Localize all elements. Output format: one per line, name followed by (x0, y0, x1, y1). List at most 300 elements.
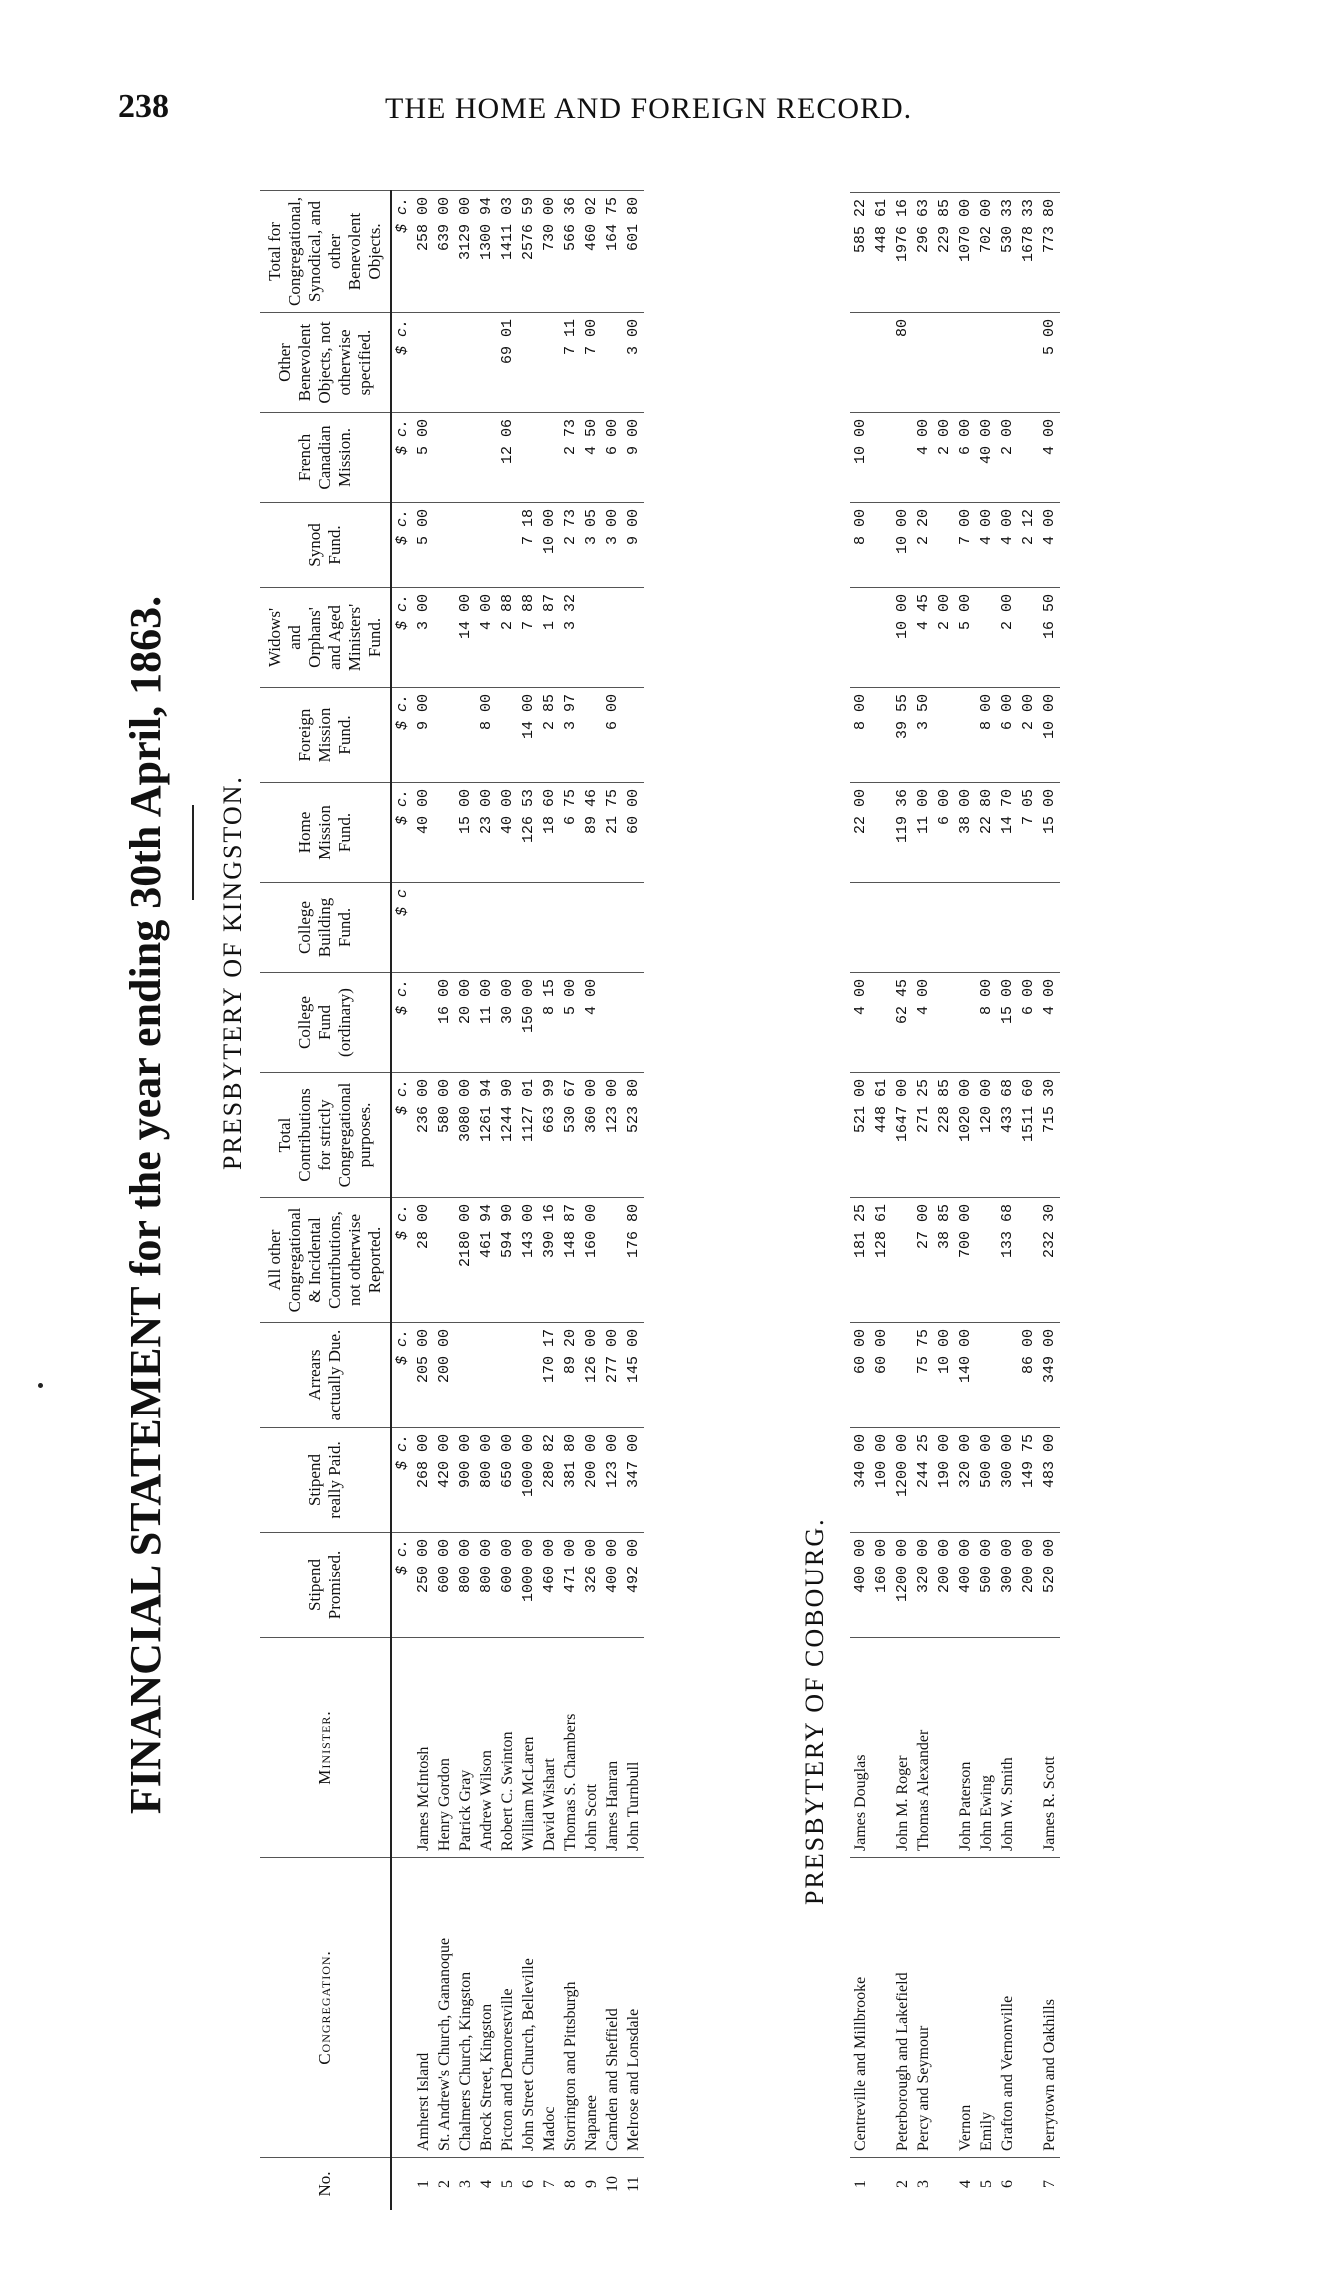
value-cell: 3080 00 (455, 1073, 476, 1198)
value-cell (955, 883, 976, 973)
congregation-cell: Brock Street, Kingston (476, 1858, 497, 2158)
value-cell (623, 688, 644, 783)
value-cell (476, 883, 497, 973)
value-cell: 4 50 (581, 413, 602, 503)
value-cell (871, 883, 892, 973)
column-header: Minister. (260, 1638, 391, 1858)
value-cell: 10 00 (892, 503, 913, 588)
column-header: Synod Fund. (260, 503, 391, 588)
units-cell: $ c. (391, 190, 413, 312)
minister-cell: Henry Gordon (434, 1638, 455, 1858)
value-cell: 123 00 (602, 1428, 623, 1533)
value-cell (871, 413, 892, 503)
congregation-cell: Picton and Demorestville (497, 1858, 518, 2158)
value-cell: 601 80 (623, 190, 644, 312)
table-row (581, 190, 602, 2210)
row-number: 11 (623, 2158, 644, 2211)
value-cell: 28 00 (413, 1198, 434, 1323)
units-cell (391, 2158, 413, 2211)
value-cell: 145 00 (623, 1323, 644, 1428)
value-cell: 2 00 (934, 588, 955, 688)
row-number (934, 2158, 955, 2211)
value-cell: 27 00 (913, 1198, 934, 1323)
value-cell: 89 46 (581, 783, 602, 883)
value-cell: 6 75 (560, 783, 581, 883)
value-cell: 2576 59 (518, 190, 539, 312)
value-cell (476, 503, 497, 588)
value-cell: 100 00 (871, 1428, 892, 1533)
value-cell: 232 30 (1039, 1198, 1060, 1323)
value-cell: 271 25 (913, 1073, 934, 1198)
units-cell: $ c. (391, 973, 413, 1073)
congregation-cell: Centreville and Millbrooke (850, 1858, 871, 2158)
value-cell: 523 80 (623, 1073, 644, 1198)
value-cell: 320 00 (955, 1428, 976, 1533)
value-cell (976, 883, 997, 973)
value-cell (1018, 588, 1039, 688)
value-cell (934, 313, 955, 413)
value-cell (892, 1323, 913, 1428)
value-cell (850, 588, 871, 688)
value-cell: 120 00 (976, 1073, 997, 1198)
congregation-cell: John Street Church, Belleville (518, 1858, 539, 2158)
value-cell: 126 00 (581, 1323, 602, 1428)
value-cell: 3 32 (560, 588, 581, 688)
value-cell (413, 883, 434, 973)
value-cell (497, 1323, 518, 1428)
row-number: 4 (955, 2158, 976, 2211)
value-cell: 11 00 (913, 783, 934, 883)
value-cell: 12 06 (497, 413, 518, 503)
value-cell: 236 00 (413, 1073, 434, 1198)
value-cell (476, 1323, 497, 1428)
value-cell: 2 00 (997, 413, 1018, 503)
value-cell: 730 00 (539, 190, 560, 312)
value-cell: 9 00 (623, 413, 644, 503)
table-row (871, 193, 892, 2211)
table-row (955, 193, 976, 2211)
row-number: 10 (602, 2158, 623, 2211)
value-cell (871, 973, 892, 1073)
row-number: 5 (976, 2158, 997, 2211)
value-cell (476, 413, 497, 503)
column-header: Congregation. (260, 1858, 391, 2158)
value-cell: 75 75 (913, 1323, 934, 1428)
value-cell: 6 00 (602, 688, 623, 783)
value-cell: 349 00 (1039, 1323, 1060, 1428)
value-cell: 5 00 (413, 413, 434, 503)
congregation-cell: Madoc (539, 1858, 560, 2158)
value-cell: 133 68 (997, 1198, 1018, 1323)
value-cell: 80 (892, 313, 913, 413)
value-cell (539, 883, 560, 973)
value-cell (581, 688, 602, 783)
value-cell (871, 313, 892, 413)
column-header: Total Contributions for strictly Congregational purposes. (260, 1073, 391, 1198)
value-cell: 8 00 (976, 688, 997, 783)
kingston-table-body (391, 190, 644, 2210)
value-cell: 8 00 (850, 688, 871, 783)
units-row (391, 190, 413, 2210)
units-cell: $ c. (391, 783, 413, 883)
value-cell: 1 87 (539, 588, 560, 688)
value-cell (602, 883, 623, 973)
value-cell: 5 00 (560, 973, 581, 1073)
units-cell: $ c. (391, 413, 413, 503)
table-row (413, 190, 434, 2210)
row-number: 2 (434, 2158, 455, 2211)
value-cell: 1511 60 (1018, 1073, 1039, 1198)
table-row (434, 190, 455, 2210)
value-cell (434, 588, 455, 688)
value-cell: 1000 00 (518, 1428, 539, 1533)
value-cell: 320 00 (913, 1533, 934, 1638)
value-cell: 7 88 (518, 588, 539, 688)
row-number: 8 (560, 2158, 581, 2211)
congregation-cell: Grafton and Vernonville (997, 1858, 1018, 2158)
congregation-cell (1018, 1858, 1039, 2158)
value-cell: 2 85 (539, 688, 560, 783)
value-cell: 471 00 (560, 1533, 581, 1638)
value-cell: 21 75 (602, 783, 623, 883)
units-cell: $ c. (391, 688, 413, 783)
value-cell: 89 20 (560, 1323, 581, 1428)
value-cell: 62 45 (892, 973, 913, 1073)
value-cell: 3 00 (413, 588, 434, 688)
value-cell: 160 00 (581, 1198, 602, 1323)
value-cell: 420 00 (434, 1428, 455, 1533)
minister-cell: Robert C. Swinton (497, 1638, 518, 1858)
value-cell: 300 00 (997, 1428, 1018, 1533)
value-cell (1018, 883, 1039, 973)
value-cell: 715 30 (1039, 1073, 1060, 1198)
units-cell: $ c. (391, 1323, 413, 1428)
value-cell: 5 00 (1039, 313, 1060, 413)
value-cell: 8 00 (850, 503, 871, 588)
value-cell (1018, 413, 1039, 503)
value-cell: 7 00 (955, 503, 976, 588)
presbytery-kingston-heading: PRESBYTERY OF KINGSTON. (218, 775, 247, 1170)
table-header-row (260, 190, 391, 2210)
value-cell: 390 16 (539, 1198, 560, 1323)
value-cell: 200 00 (1018, 1533, 1039, 1638)
minister-cell: Thomas Alexander (913, 1638, 934, 1858)
minister-cell: William McLaren (518, 1638, 539, 1858)
value-cell: 566 36 (560, 190, 581, 312)
row-number: 2 (892, 2158, 913, 2211)
value-cell: 1070 00 (955, 193, 976, 313)
value-cell: 140 00 (955, 1323, 976, 1428)
value-cell: 580 00 (434, 1073, 455, 1198)
column-header: Home Mission Fund. (260, 783, 391, 883)
congregation-cell: Vernon (955, 1858, 976, 2158)
minister-cell: Thomas S. Chambers (560, 1638, 581, 1858)
value-cell (892, 1198, 913, 1323)
value-cell (934, 883, 955, 973)
value-cell (434, 883, 455, 973)
value-cell (455, 883, 476, 973)
value-cell: 6 00 (602, 413, 623, 503)
value-cell: 639 00 (434, 190, 455, 312)
table-row (539, 190, 560, 2210)
value-cell: 15 00 (997, 973, 1018, 1073)
congregation-cell: St. Andrew's Church, Gananoque (434, 1858, 455, 2158)
value-cell: 2 73 (560, 503, 581, 588)
value-cell (871, 503, 892, 588)
value-cell: 1200 00 (892, 1428, 913, 1533)
units-cell: $ c. (391, 1533, 413, 1638)
value-cell: 40 00 (497, 783, 518, 883)
value-cell (623, 973, 644, 1073)
value-cell: 170 17 (539, 1323, 560, 1428)
value-cell: 4 00 (1039, 503, 1060, 588)
value-cell: 700 00 (955, 1198, 976, 1323)
cobourg-table (850, 192, 1060, 2210)
table-row (623, 190, 644, 2210)
row-number: 1 (850, 2158, 871, 2211)
value-cell: 381 80 (560, 1428, 581, 1533)
column-header: College Building Fund. (260, 883, 391, 973)
value-cell: 3 50 (913, 688, 934, 783)
value-cell: 4 45 (913, 588, 934, 688)
value-cell: 128 61 (871, 1198, 892, 1323)
value-cell: 60 00 (850, 1323, 871, 1428)
value-cell: 164 75 (602, 190, 623, 312)
congregation-cell: Melrose and Lonsdale (623, 1858, 644, 2158)
value-cell: 3 97 (560, 688, 581, 783)
value-cell (518, 883, 539, 973)
value-cell: 2 00 (1018, 688, 1039, 783)
value-cell: 9 00 (623, 503, 644, 588)
value-cell: 7 05 (1018, 783, 1039, 883)
value-cell: 600 00 (434, 1533, 455, 1638)
value-cell: 1647 00 (892, 1073, 913, 1198)
value-cell: 22 80 (976, 783, 997, 883)
column-header: Other Benevolent Objects, not otherwise specified. (260, 313, 391, 413)
units-cell: $ c. (391, 588, 413, 688)
value-cell: 6 00 (955, 413, 976, 503)
value-cell: 60 00 (871, 1323, 892, 1428)
congregation-cell: Chalmers Church, Kingston (455, 1858, 476, 2158)
minister-cell (934, 1638, 955, 1858)
value-cell (518, 413, 539, 503)
table-row (1039, 193, 1060, 2211)
value-cell: 400 00 (955, 1533, 976, 1638)
row-number: 7 (539, 2158, 560, 2211)
minister-cell: James McIntosh (413, 1638, 434, 1858)
rotated-page-content (100, 160, 1240, 2250)
congregation-cell: Napanee (581, 1858, 602, 2158)
value-cell: 1261 94 (476, 1073, 497, 1198)
value-cell (455, 413, 476, 503)
value-cell (434, 503, 455, 588)
minister-cell: David Wishart (539, 1638, 560, 1858)
value-cell: 277 00 (602, 1323, 623, 1428)
value-cell (518, 313, 539, 413)
value-cell: 1411 03 (497, 190, 518, 312)
value-cell: 10 00 (539, 503, 560, 588)
value-cell: 126 53 (518, 783, 539, 883)
table-row (934, 193, 955, 2211)
value-cell: 5 00 (413, 503, 434, 588)
value-cell: 30 00 (497, 973, 518, 1073)
value-cell: 60 00 (623, 783, 644, 883)
value-cell (955, 688, 976, 783)
value-cell (602, 588, 623, 688)
value-cell: 400 00 (850, 1533, 871, 1638)
value-cell: 20 00 (455, 973, 476, 1073)
value-cell: 1976 16 (892, 193, 913, 313)
value-cell (976, 1323, 997, 1428)
running-head (0, 88, 1341, 128)
value-cell (434, 688, 455, 783)
value-cell: 190 00 (934, 1428, 955, 1533)
value-cell: 8 15 (539, 973, 560, 1073)
minister-cell: Patrick Gray (455, 1638, 476, 1858)
minister-cell (871, 1638, 892, 1858)
value-cell: 10 00 (934, 1323, 955, 1428)
row-number: 3 (455, 2158, 476, 2211)
value-cell: 123 00 (602, 1073, 623, 1198)
value-cell: 4 00 (1039, 413, 1060, 503)
value-cell (497, 503, 518, 588)
value-cell: 268 00 (413, 1428, 434, 1533)
value-cell (934, 688, 955, 783)
row-number: 1 (413, 2158, 434, 2211)
value-cell: 3 05 (581, 503, 602, 588)
row-number: 9 (581, 2158, 602, 2211)
value-cell (434, 783, 455, 883)
value-cell: 280 82 (539, 1428, 560, 1533)
value-cell: 400 00 (602, 1533, 623, 1638)
value-cell (913, 883, 934, 973)
presbytery-cobourg-heading: PRESBYTERY OF COBOURG. (800, 1517, 829, 1905)
value-cell (997, 1323, 1018, 1428)
congregation-cell: Perrytown and Oakhills (1039, 1858, 1060, 2158)
value-cell: 23 00 (476, 783, 497, 883)
value-cell: 433 68 (997, 1073, 1018, 1198)
value-cell: 39 55 (892, 688, 913, 783)
row-number: 3 (913, 2158, 934, 2211)
value-cell: 2180 00 (455, 1198, 476, 1323)
value-cell: 119 36 (892, 783, 913, 883)
value-cell (581, 588, 602, 688)
value-cell: 176 80 (623, 1198, 644, 1323)
value-cell: 4 00 (476, 588, 497, 688)
value-cell: 86 00 (1018, 1323, 1039, 1428)
value-cell (955, 313, 976, 413)
value-cell: 16 50 (1039, 588, 1060, 688)
value-cell (602, 973, 623, 1073)
minister-cell: Andrew Wilson (476, 1638, 497, 1858)
column-header: French Canadian Mission. (260, 413, 391, 503)
value-cell: 1020 00 (955, 1073, 976, 1198)
value-cell (434, 413, 455, 503)
table-row (518, 190, 539, 2210)
table-row (850, 193, 871, 2211)
table-row (497, 190, 518, 2210)
value-cell: 460 00 (539, 1533, 560, 1638)
value-cell: 2 00 (997, 588, 1018, 688)
value-cell: 69 01 (497, 313, 518, 413)
table-row (997, 193, 1018, 2211)
value-cell: 800 00 (476, 1428, 497, 1533)
kingston-table (260, 190, 644, 2210)
minister-cell: John Ewing (976, 1638, 997, 1858)
table-row (476, 190, 497, 2210)
value-cell: 8 00 (976, 973, 997, 1073)
congregation-cell: Percy and Seymour (913, 1858, 934, 2158)
value-cell: 8 00 (476, 688, 497, 783)
value-cell: 244 25 (913, 1428, 934, 1533)
column-header: All other Congregational & Incidental Contributions, not otherwise Reported. (260, 1198, 391, 1323)
value-cell (955, 973, 976, 1073)
value-cell: 1127 01 (518, 1073, 539, 1198)
value-cell: 7 11 (560, 313, 581, 413)
value-cell: 530 33 (997, 193, 1018, 313)
value-cell: 16 00 (434, 973, 455, 1073)
value-cell: 3 00 (602, 503, 623, 588)
minister-cell: James R. Scott (1039, 1638, 1060, 1858)
value-cell: 38 85 (934, 1198, 955, 1323)
value-cell: 10 00 (1039, 688, 1060, 783)
congregation-cell: Storrington and Pittsburgh (560, 1858, 581, 2158)
value-cell (976, 1198, 997, 1323)
value-cell: 4 00 (913, 413, 934, 503)
units-cell: $ c. (391, 313, 413, 413)
value-cell: 4 00 (913, 973, 934, 1073)
cobourg-table-body (850, 193, 1060, 2211)
value-cell: 200 00 (581, 1428, 602, 1533)
value-cell: 228 85 (934, 1073, 955, 1198)
value-cell: 2 20 (913, 503, 934, 588)
row-number: 6 (518, 2158, 539, 2211)
row-number (1018, 2158, 1039, 2211)
value-cell: 2 12 (1018, 503, 1039, 588)
value-cell: 1300 94 (476, 190, 497, 312)
value-cell (850, 313, 871, 413)
congregation-cell (934, 1858, 955, 2158)
value-cell (434, 1198, 455, 1323)
value-cell: 4 00 (581, 973, 602, 1073)
units-cell (391, 1638, 413, 1858)
column-header: Total for Congregational, Synodical, and other Benevolent Objects. (260, 190, 391, 312)
congregation-cell: Emily (976, 1858, 997, 2158)
value-cell: 258 00 (413, 190, 434, 312)
minister-cell: John M. Roger (892, 1638, 913, 1858)
units-cell: $ c (391, 883, 413, 973)
value-cell: 800 00 (455, 1533, 476, 1638)
value-cell: 2 00 (934, 413, 955, 503)
value-cell (434, 313, 455, 413)
value-cell (413, 973, 434, 1073)
value-cell: 14 70 (997, 783, 1018, 883)
value-cell (539, 313, 560, 413)
value-cell (455, 313, 476, 413)
value-cell (892, 413, 913, 503)
value-cell: 143 00 (518, 1198, 539, 1323)
value-cell: 585 22 (850, 193, 871, 313)
value-cell: 650 00 (497, 1428, 518, 1533)
row-number: 7 (1039, 2158, 1060, 2211)
value-cell: 181 25 (850, 1198, 871, 1323)
table-row (913, 193, 934, 2211)
stray-dot (38, 1383, 43, 1388)
value-cell: 40 00 (413, 783, 434, 883)
value-cell: 6 00 (1018, 973, 1039, 1073)
value-cell: 2 88 (497, 588, 518, 688)
value-cell: 460 02 (581, 190, 602, 312)
